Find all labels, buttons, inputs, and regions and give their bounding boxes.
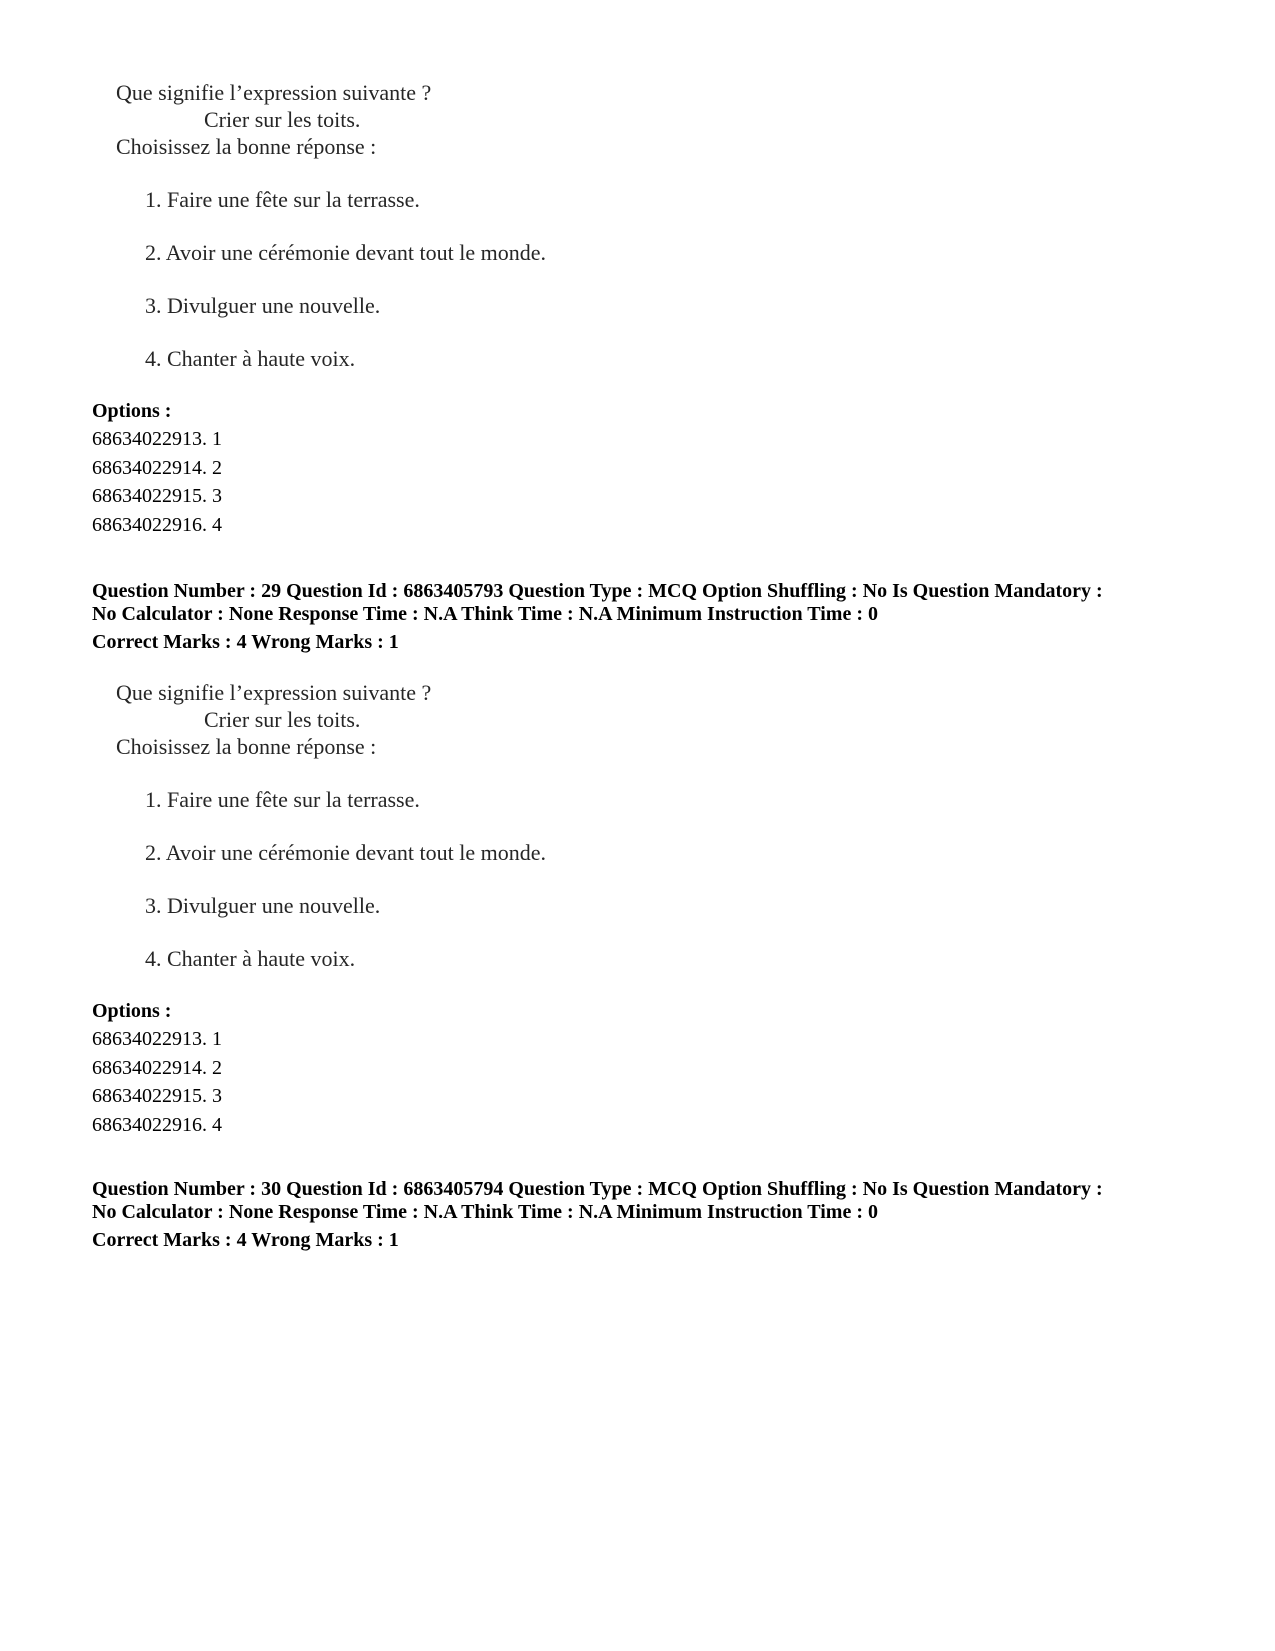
question-instruction: Choisissez la bonne réponse : bbox=[116, 134, 377, 159]
question-meta-line-2: No Calculator : None Response Time : N.A Think Time : N.A Minimum Instruction Time : 0 bbox=[92, 1201, 878, 1223]
question-prompt: Que signifie l’expression suivante ? bbox=[116, 80, 432, 105]
choice-3: 3. Divulguer une nouvelle. bbox=[145, 293, 381, 318]
question-meta-line-1: Question Number : 30 Question Id : 6863405794 Question Type : MCQ Option Shuffling : No Is Question Mandatory : bbox=[92, 1178, 1103, 1200]
option-2: 68634022914. 2 bbox=[92, 1057, 222, 1079]
question-expression: Crier sur les toits. bbox=[204, 707, 361, 732]
choice-1: 1. Faire une fête sur la terrasse. bbox=[145, 787, 420, 812]
option-3: 68634022915. 3 bbox=[92, 1085, 222, 1107]
choice-3: 3. Divulguer une nouvelle. bbox=[145, 893, 381, 918]
question-prompt: Que signifie l’expression suivante ? bbox=[116, 680, 432, 705]
question-marks: Correct Marks : 4 Wrong Marks : 1 bbox=[92, 1229, 399, 1251]
question-meta-line-2: No Calculator : None Response Time : N.A Think Time : N.A Minimum Instruction Time : 0 bbox=[92, 603, 878, 625]
option-4: 68634022916. 4 bbox=[92, 514, 222, 536]
option-2: 68634022914. 2 bbox=[92, 457, 222, 479]
question-instruction: Choisissez la bonne réponse : bbox=[116, 734, 377, 759]
choice-4: 4. Chanter à haute voix. bbox=[145, 346, 356, 371]
choice-4: 4. Chanter à haute voix. bbox=[145, 946, 356, 971]
options-label: Options : bbox=[92, 400, 172, 422]
option-1: 68634022913. 1 bbox=[92, 1028, 222, 1050]
choice-1: 1. Faire une fête sur la terrasse. bbox=[145, 187, 420, 212]
question-meta-line-1: Question Number : 29 Question Id : 6863405793 Question Type : MCQ Option Shuffling : No Is Question Mandatory : bbox=[92, 580, 1103, 602]
option-1: 68634022913. 1 bbox=[92, 428, 222, 450]
options-label: Options : bbox=[92, 1000, 172, 1022]
choice-2: 2. Avoir une cérémonie devant tout le monde. bbox=[145, 840, 546, 865]
question-marks: Correct Marks : 4 Wrong Marks : 1 bbox=[92, 631, 399, 653]
option-4: 68634022916. 4 bbox=[92, 1114, 222, 1136]
option-3: 68634022915. 3 bbox=[92, 485, 222, 507]
question-expression: Crier sur les toits. bbox=[204, 107, 361, 132]
choice-2: 2. Avoir une cérémonie devant tout le monde. bbox=[145, 240, 546, 265]
